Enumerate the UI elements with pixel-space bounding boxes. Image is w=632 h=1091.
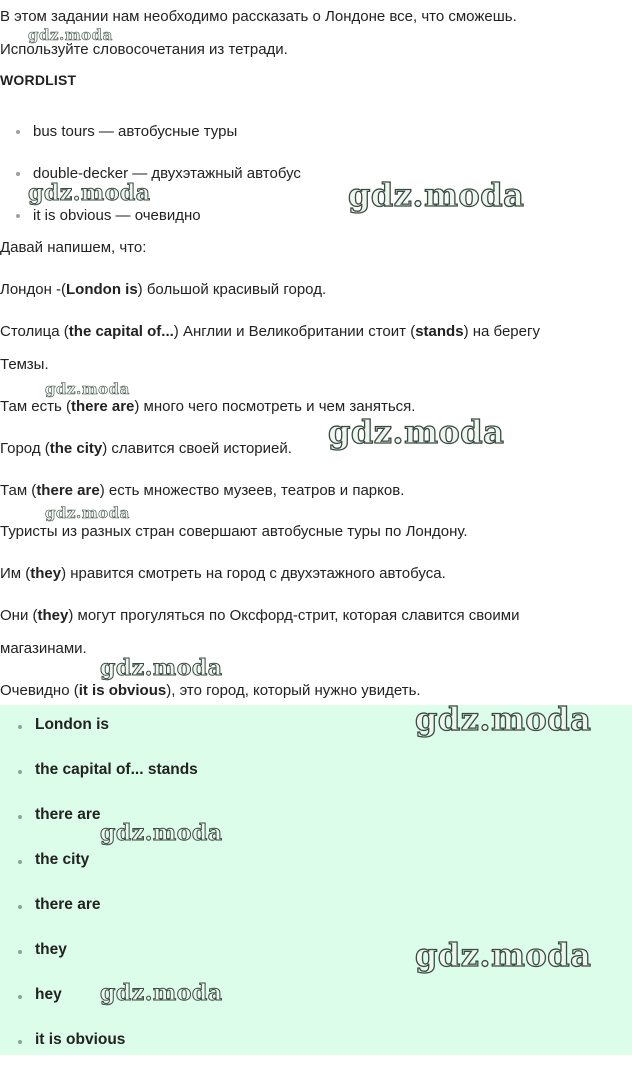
bullet-icon: [18, 995, 22, 999]
watermark-logo: gdz.moda: [415, 936, 592, 974]
watermark-logo: gdz.moda: [45, 380, 130, 398]
answer-box: [0, 705, 632, 1055]
answer-item: it is obvious: [35, 1031, 126, 1048]
answer-item: hey: [35, 986, 62, 1003]
wordlist-heading: WORDLIST: [0, 72, 77, 88]
sentence-5: Там (there are) есть множество музеев, театров и парков.: [0, 482, 405, 499]
wordlist-item: it is obvious — очевидно: [33, 207, 201, 224]
watermark-logo: gdz.moda: [348, 176, 525, 214]
wordlist-item: double-decker — двухэтажный автобус: [33, 165, 301, 182]
bullet-icon: [18, 950, 22, 954]
intro-line-1: В этом задании нам необходимо рассказать о Лондоне все, что сможешь.: [0, 8, 517, 25]
answer-item: the city: [35, 851, 90, 868]
sentence-2: Столица (the capital of...) Англии и Великобритании стоит (stands) на берегу: [0, 323, 540, 340]
sentence-4: Город (the city) славится своей историей.: [0, 440, 292, 457]
sentence-7: Им (they) нравится смотреть на город с двухэтажного автобуса.: [0, 565, 446, 582]
bullet-icon: [16, 130, 20, 134]
answer-item: there are: [35, 806, 101, 823]
watermark-logo: gdz.moda: [28, 26, 113, 44]
bullet-icon: [18, 770, 22, 774]
watermark-logo: gdz.moda: [100, 980, 223, 1006]
lead-text: Давай напишем, что:: [0, 239, 147, 256]
answer-item: there are: [35, 896, 101, 913]
sentence-3: Там есть (there are) много чего посмотреть и чем заняться.: [0, 398, 416, 415]
bullet-icon: [18, 1040, 22, 1044]
bullet-icon: [18, 815, 22, 819]
bullet-icon: [18, 860, 22, 864]
sentence-8: Они (they) могут прогуляться по Оксфорд-стрит, которая славится своими: [0, 607, 520, 624]
answer-item: they: [35, 941, 67, 958]
watermark-logo: gdz.moda: [100, 820, 223, 846]
answer-item: London is: [35, 716, 110, 733]
watermark-logo: gdz.moda: [45, 504, 130, 522]
intro-line-2: Используйте словосочетания из тетради.: [0, 41, 288, 58]
watermark-logo: gdz.moda: [28, 180, 151, 206]
answer-item: the capital of... stands: [35, 761, 198, 778]
bullet-icon: [16, 214, 20, 218]
watermark-logo: gdz.moda: [100, 655, 223, 681]
bullet-icon: [18, 905, 22, 909]
watermark-logo: gdz.moda: [328, 413, 505, 451]
bullet-icon: [16, 172, 20, 176]
sentence-6: Туристы из разных стран совершают автобусные туры по Лондону.: [0, 523, 468, 540]
sentence-2-cont: Темзы.: [0, 356, 49, 373]
sentence-1: Лондон -(London is) большой красивый город.: [0, 281, 327, 298]
wordlist-item: bus tours — автобусные туры: [33, 123, 238, 140]
sentence-9: Очевидно (it is obvious), это город, который нужно увидеть.: [0, 682, 421, 699]
sentence-8-cont: магазинами.: [0, 640, 87, 657]
watermark-logo: gdz.moda: [415, 700, 592, 738]
bullet-icon: [18, 725, 22, 729]
